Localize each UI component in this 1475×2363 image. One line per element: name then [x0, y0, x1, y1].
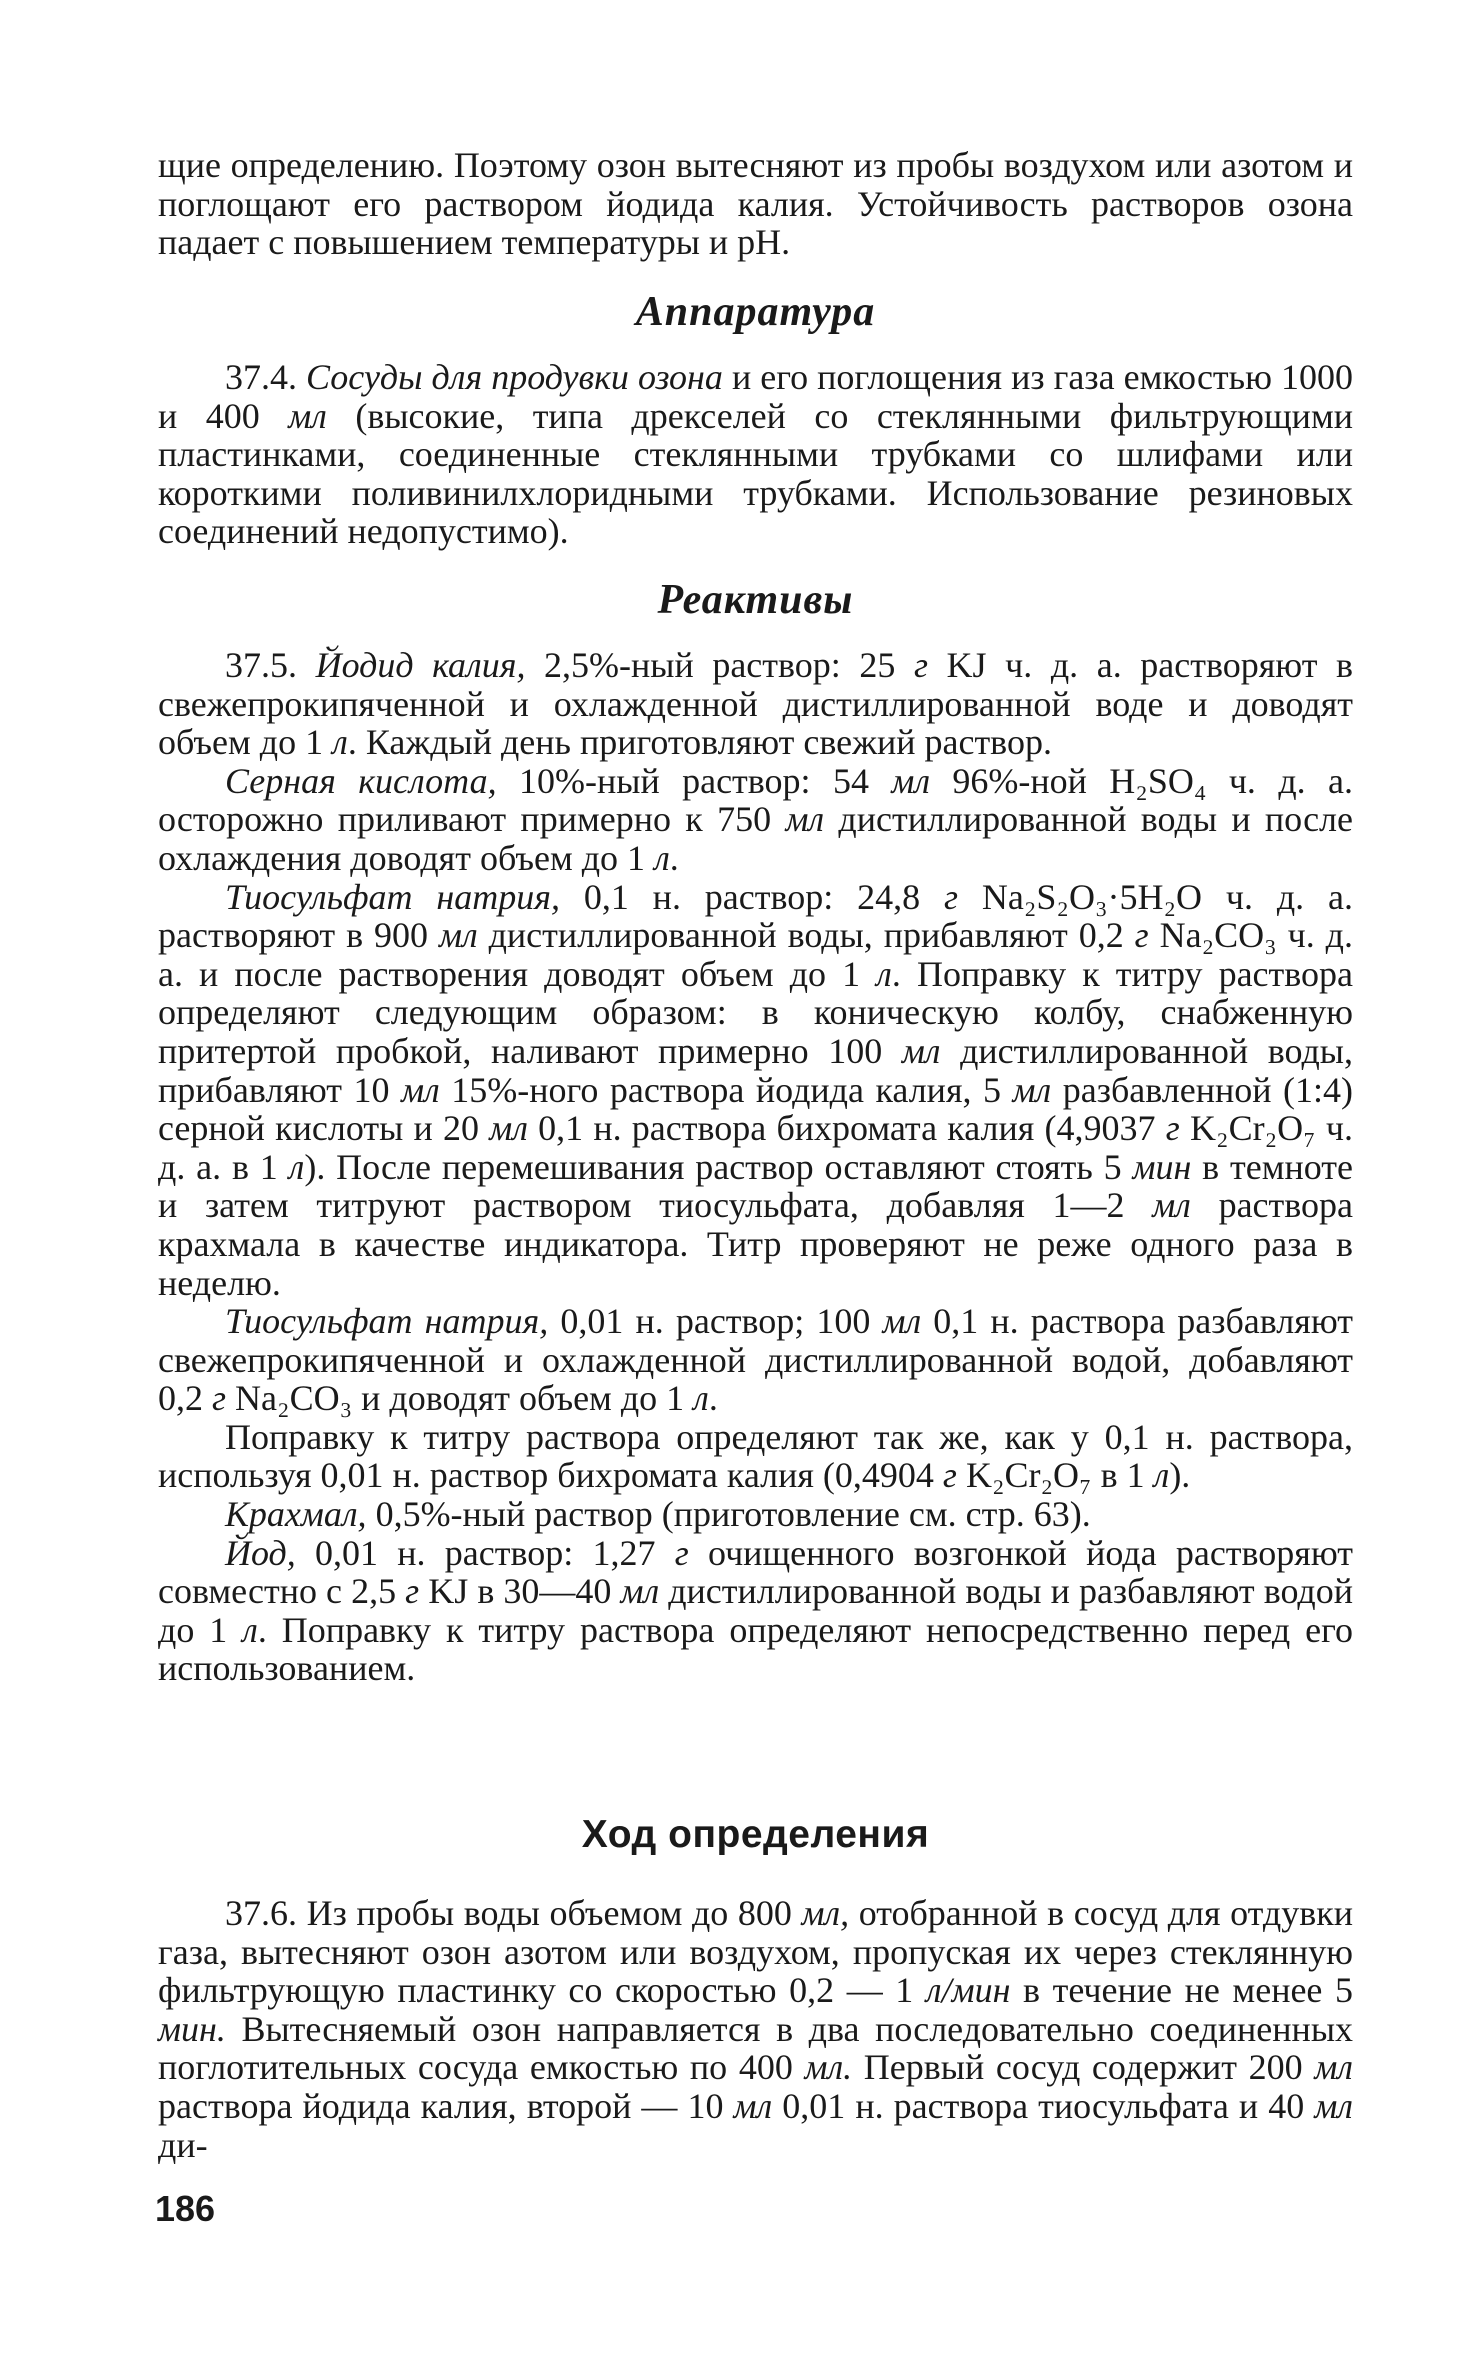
unit: мл [401, 1069, 440, 1110]
unit: мл [891, 760, 931, 801]
text: . Поправку к титру раствора определяют непосредственно перед его использованием. [158, 1609, 1353, 1689]
reagent-title: Серная кислота, [225, 760, 497, 801]
text: 10%-ный раствор: 54 [496, 760, 892, 801]
text: KJ в 30—40 [419, 1571, 621, 1612]
unit: мл. [804, 2047, 853, 2088]
text: дистиллированной воды и после охлаждения доводят объем до 1 [158, 799, 1354, 878]
reagent-starch [158, 1495, 1353, 1534]
item-number: 37.4. [225, 357, 297, 397]
unit: л [876, 953, 892, 994]
text: 0,01 н. раствора тиосульфата и 40 [772, 2085, 1315, 2126]
text: раствора йодида калия, второй — 10 [158, 2085, 734, 2126]
page-number: 186 [155, 2188, 216, 2229]
unit: мл, [801, 1893, 850, 1933]
text: 96%-ной H₂SO₄ ч. д. а. осторожно приливают примерно к 750 [158, 760, 1354, 840]
item-number: 37.6. [225, 1893, 297, 1933]
apparatus-paragraph [158, 358, 1353, 551]
unit: г [674, 1532, 689, 1573]
reagent-kj [158, 646, 1353, 762]
unit: л [288, 1146, 305, 1187]
unit: мл [733, 2085, 773, 2126]
procedure-paragraph [158, 1894, 1353, 2164]
text: Поправку к титру раствора определяют так же, как у 0,1 н. раствора, используя 0,01 н. раствор бихромата калия (0,4904 [158, 1416, 1353, 1496]
text: в течение не менее 5 [1010, 1970, 1353, 2011]
unit: л [1153, 1455, 1170, 1496]
unit: л/мин [925, 1970, 1011, 2011]
text: . Каждый день приготовляют свежий раствор. [347, 722, 1052, 763]
text: (высокие, типа дрекселей со стеклянными фильтрующими пластинками, соединенные стеклянными трубками со шлифами или короткими поливинилхлоридными трубками. Использование резиновых соединений недопустимо). [158, 395, 1353, 552]
reagent-thiosulfate-001 [158, 1302, 1353, 1418]
unit: г [942, 1455, 957, 1496]
text: отобранной в сосуд для отдувки газа, вытесняют озон азотом или воздухом, пропуская их через стеклянную фильтрующую пластинку со скоростью 0,2 — 1 [158, 1893, 1353, 2011]
unit: мл [1314, 2047, 1353, 2088]
procedure-heading: Ход определения [581, 1813, 930, 1856]
text: 0,5%-ный раствор (приготовление см. стр. 63). [366, 1494, 1091, 1535]
text: 15%-ного раствора йодида калия, 5 [439, 1069, 1013, 1110]
text: раствора крахмала в качестве индикатора. Титр проверяют не реже одного раза в неделю. [158, 1185, 1353, 1303]
item-number: 37.5. [225, 645, 297, 685]
unit: л [693, 1378, 709, 1419]
unit: мл [882, 1301, 922, 1342]
text: 0,1 н. раствора разбавляют свежепрокипяченной и охлажденной дистиллированной водой, добавляют 0,2 [158, 1301, 1353, 1419]
text: 0,1 н. раствора бихромата калия (4,9037 [527, 1108, 1166, 1149]
unit: мл [1314, 2085, 1353, 2126]
reagent-title: Тиосульфат натрия, [225, 876, 560, 917]
text: KJ ч. д. а. растворяют в свежепрокипяченной и охлажденной дистиллированной воде и доводят объем до 1 [158, 645, 1354, 763]
text: 2,5%-ный раствор: 25 [525, 645, 914, 685]
unit: мл [785, 799, 825, 840]
reagent-title: Крахмал, [225, 1494, 367, 1535]
unit: мл [1012, 1069, 1052, 1110]
reagent-title: Йодид калия, [315, 645, 526, 685]
intro-block [158, 146, 1353, 262]
apparatus-heading: Аппаратура [635, 289, 876, 335]
text: K₂Cr₂O₇ ч. д. а. в 1 [158, 1108, 1353, 1187]
unit: л [332, 722, 348, 763]
text: дистиллированной воды, прибавляют 10 [158, 1030, 1353, 1110]
text: 0,1 н. раствор: 24,8 [559, 876, 944, 917]
reagent-title: Йод, [225, 1532, 296, 1573]
text: ). После перемешивания раствор оставляют стоять 5 [304, 1146, 1133, 1187]
reagent-title: Тиосульфат натрия, [225, 1301, 549, 1342]
text: 0,01 н. раствор; 100 [548, 1301, 883, 1342]
text: . [669, 837, 679, 878]
unit: мл [438, 915, 478, 956]
reagents-section [158, 576, 1353, 1688]
text: Na₂CO₃ и доводят объем до 1 [226, 1378, 694, 1419]
text: Вытесняемый озон направляется в два последовательно соединенных поглотительных сосуда емкостью по 400 [158, 2008, 1353, 2088]
text: 0,01 н. раствор: 1,27 [295, 1532, 675, 1573]
text: дистиллированной воды, прибавляют 0,2 [477, 915, 1135, 956]
text: Na₂S₂O₃·5H₂O ч. д. а. растворяют в 900 [158, 876, 1353, 956]
unit: г [212, 1378, 227, 1419]
apparatus-section [158, 288, 1353, 551]
unit: мл [288, 395, 327, 436]
text: Na₂CO₃ ч. д. а. и после растворения доводят объем до 1 [158, 915, 1353, 994]
text: K₂Cr₂O₇ в 1 [956, 1455, 1154, 1496]
unit: л [242, 1609, 258, 1650]
intro-paragraph: щие определению. Поэтому озон вытесняют из пробы воздухом или азотом и поглощают его раствором йодида калия. Устойчивость растворов озона падает с повышением температуры и pH. [158, 145, 1353, 263]
unit: мл [620, 1571, 660, 1612]
unit: мин. [158, 2008, 226, 2049]
text: очищенного возгонкой йода растворяют совместно с 2,5 [158, 1532, 1353, 1612]
reagent-sulfuric [158, 762, 1353, 878]
unit: г [913, 645, 928, 685]
text: в темноте и затем титруют раствором тиосульфата, добавляя 1—2 [158, 1146, 1353, 1226]
unit: мл [901, 1030, 941, 1071]
text: и его поглощения из газа емкостью 1000 и 400 [158, 357, 1354, 436]
text: Из пробы воды объемом до 800 [297, 1893, 802, 1933]
unit: г [1134, 915, 1149, 956]
text: ). [1169, 1455, 1191, 1496]
unit: мл [489, 1108, 528, 1149]
unit: г [405, 1571, 420, 1612]
unit: мл [1152, 1185, 1191, 1226]
unit: л [654, 837, 670, 878]
text: . [708, 1378, 718, 1419]
reagent-thiosulfate-01 [158, 878, 1353, 1303]
text: . Поправку к титру раствора определяют следующим образом: в коническую колбу, снабженную притертой пробкой, наливают примерно 100 [158, 953, 1353, 1071]
text: Первый сосуд содержит 200 [852, 2047, 1315, 2088]
procedure-section [158, 1812, 1353, 2164]
unit: г [1165, 1108, 1180, 1149]
text: разбавленной (1:4) серной кислоты и 20 [158, 1069, 1353, 1149]
reagents-heading: Реактивы [657, 577, 854, 623]
unit: мин [1132, 1146, 1192, 1187]
item-title: Сосуды для продувки озона [306, 357, 723, 397]
reagent-iodine [158, 1534, 1353, 1688]
titer-correction [158, 1418, 1353, 1495]
text: ди- [158, 2124, 208, 2165]
unit: г [943, 876, 958, 917]
text: дистиллированной воды и разбавляют водой до 1 [158, 1571, 1353, 1650]
